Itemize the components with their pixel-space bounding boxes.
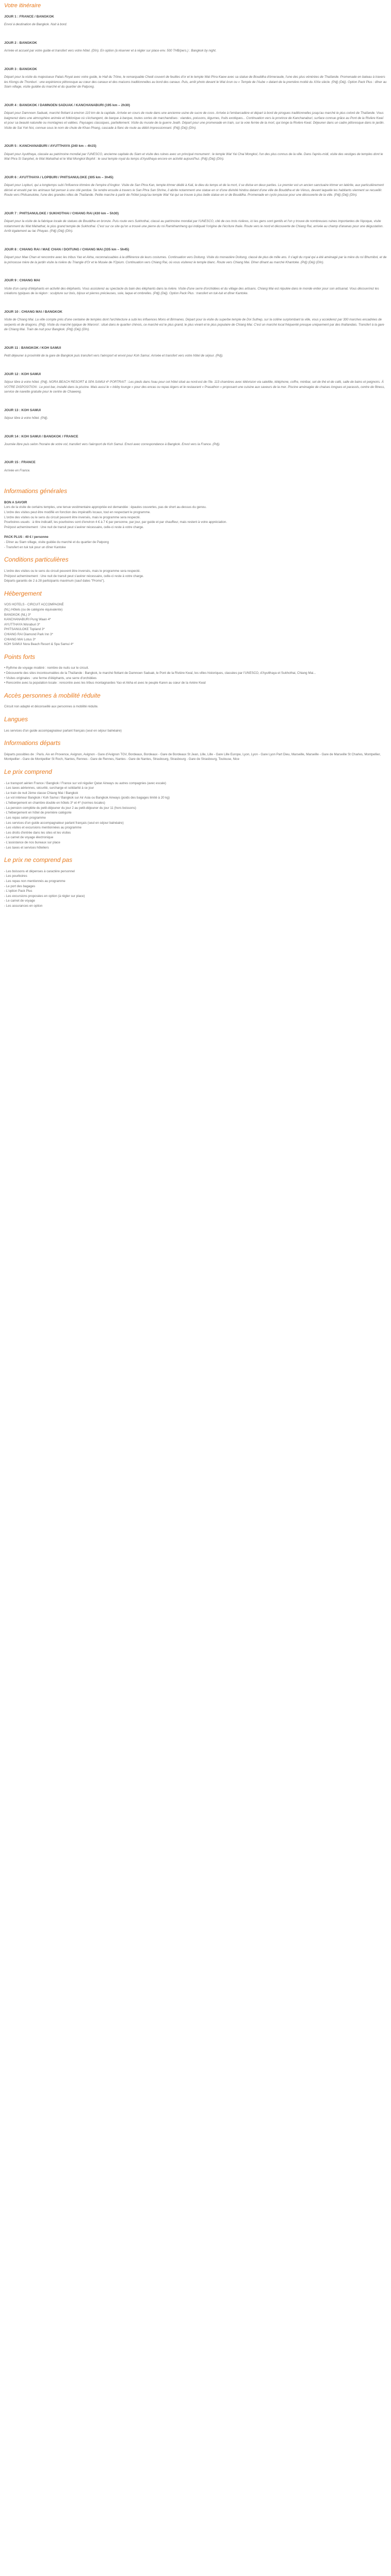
condition-line: Pré/post acheminement : Une nuit de transit peut s'avérer nécessaire, celle-ci reste à votre charge. (4, 574, 144, 578)
prix-list (4, 781, 387, 851)
prix-line: - L'assistance de nos bureaux sur place (4, 840, 60, 844)
day-text: Départ pour Damnoen Saduak, marché flottant à environ 110 km de la capitale. Arrivée en cours de route dans une ancienne usine de sucre de coco. Arrivée à l'embarcadère et départ à bord de pirogues traditionnelles jusqu'au marché le plus coloré de Thaïlande. Vous baignerez dans une atmosphère animée et folklorique où s'échangent, de barque à barque, toutes sortes de marchandises : viandes, poissons, légumes, fruits exotiques... Continuation vers la province de Kanchanaburi, surface connue grâce au Pont de la Rivière Kwaï et pour sa beauté naturelle ou montagnes et vallées. Paysages classiques, partiellement. Visite du musée de la guerre Jeath. Départ pour une promenade en train, sur la voie ferrée de la mort, qui longe la Rivière Kwaï. Déjeuner dans un cadre pittoresque dans le jardin. Visite de Sai Yok Noi, connue sous le nom de chute de Khao Phang, cascade à flanc de route au débit impressionnant. (Pdj) (Déj) (Dîn). (4, 111, 385, 130)
hotel-line: CHIANG RAI Diamond Park Inn 3* (4, 632, 53, 636)
depart-line: Départs possibles de : Paris. Aix en Provence, Avignon, Avignon - Gare d'Avignon TGV, Bordeaux, Bordeaux - Gare de Bordeaux St Jean, Lille, Lille - Gare Lille Europe, Lyon, Lyon - Gare Lyon Part Dieu, Marseille, Marseille - Gare de Marseille St Charles, Montpellier, Montpellier - Gare de Montpellier St Roch, Nantes, Rennes - Gare de Rennes, Nantes - Gare de Nantes, Strasbourg, Strasbourg - Gare de Strasbourg, Toulouse, Nice (4, 752, 381, 761)
day-text: Départ pour Mae Chan et rencontre avec les tribus Yao et Akha, reconnaissables à la différence de leurs costumes. Continuation vers Doitung. Visite du monastère Doitung, classé de plus de mille ans. Il s'agit du royal qui a été aménagé par la mère du roi Bhumibol, et de la princesse mère de la jardin visite la rivière du Triangle d'Or et le Musée de l'Opium. Continuation vers Chiang Rai, où vous visiterez le temple blanc. Route vers Chiang Mai. Dîner dînant au marché Khantoke. (Pdj) (Déj) (Dîn). (4, 256, 387, 264)
day-text: Départ pour Lopburi, qui a longtemps subi l'influence khmère de l'empire d'Angkor. Visite de San Phra Kan, temple khmer dédié à Kali, le dieu du temps et de la mort, il se divise en deux parties. Le premier est un ancien sanctuaire khmer en latérite, aux particulièrement dérivé et envahi par les animaux fait penser à une cité perdue. Se rendre ensuite à travers le San Phra San Shrine, il abrite notamment une statue en or d'une divinité hindou datant d'une ville de Bouddha et de Vénus, devant laquelle les habitants viennent se recueillir. Route vers Phitsanuloke, l'une des grandes villes de Thaïlande. Petite marche à partir de l'hôtel jusqu'au temple Wat Yai qui se trouve à plus belle statue en or de Bouddha. Promenade en cyclo pousse pour une découverte de la ville. (Pdj) (Déj) (Dîn). (4, 183, 384, 197)
prix-line: - L'hébergement en chambre double en hôtels 3* et 4* (normes locales) (4, 801, 105, 805)
pack-list (4, 540, 387, 550)
prix-line: - Le train de nuit 2ème classe Chiang Mai / Bangkok (4, 791, 78, 795)
day-text: Départ pour la visite de la fabrique locale de statues de Bouddha en bronze. Puis route vers Sukhothai, classé au patrimoine mondial par l'UNESCO, cité de ces trois rivières, ici les gens sont gentils et l'on y trouve de nombreuses ruines importantes de l'époque, visite notamment du Wat Mahathat, le plus grand temple de Sukhothai. C'est sur ce site qu'on a trouvé une pierre du roi Ramkhamheng qui indiquait l'origine de l'écriture thaïe. Route vers le nord et découverte de Chiang Rai, arrivée au champ d'ananas pour une dégustation. Arrêt également au lac Phayao. (Pdj) (Déj) (Dîn). (4, 219, 384, 233)
day-title: JOUR 6 : AYUTTHAYA / LOPBURI / PHITSANULOKE (305 km – 3h45) (4, 175, 113, 179)
condition-line: Départs garantis de 2 à 28 participants maximum (sauf dates "Promo"). (4, 579, 105, 583)
day-item (4, 175, 387, 198)
hotel-line: CHIANG MAI Lotus 3* (4, 637, 36, 641)
prix-line: - Le carnet de voyage électronique (4, 836, 54, 840)
hotel-line: (NL) Hôtels (ou de catégorie équivalente) (4, 607, 63, 612)
prix-line: - Le transport aérien France / Bangkok / France sur vol régulier Qatar Airways ou autres compagnies (avec escale) (4, 781, 166, 785)
hotel-line: KOH SAMUI Nora Beach Resort & Spa Samui 4* (4, 642, 74, 647)
conditions-list (4, 569, 387, 584)
prix-line: - Le vol intérieur Bangkok / Koh Samui / Bangkok sur Air Asia ou Bangkok Airways (poids des bagages limité à 20 kg) (4, 796, 170, 800)
day-title: JOUR 3 : BANGKOK (4, 67, 37, 71)
point-line: • Rythme de voyage modéré : nombre de nuits sur le circuit. (4, 666, 89, 670)
prix-title: Le prix comprend (4, 768, 52, 776)
prix-line: - Les repas selon programme (4, 816, 46, 820)
day-item (4, 247, 387, 265)
noncomp-list (4, 869, 387, 909)
day-item (4, 41, 387, 54)
day-text: Séjour libre à votre hôtel. (Pdj). (4, 416, 48, 420)
hotel-line: PHITSANULOKE Topland 3* (4, 628, 45, 632)
departs-title: Informations départs (4, 739, 61, 747)
day-title: JOUR 2 : BANGKOK (4, 41, 37, 45)
prix-section (4, 767, 387, 850)
bon-a-savoir-list (4, 505, 387, 530)
day-item (4, 408, 387, 421)
day-title: JOUR 14 : KOH SAMUI / BANGKOK / FRANCE (4, 434, 78, 438)
day-text: Départ pour Ayutthaya, classée au patrimoine mondial par l'UNESCO, ancienne capitale du Siam et visite des ruines avec un principal monument : le temple Wat Yai Chai Mongkol, l'un des plus connus de la ville. Dans l'après-midi, visite des vestiges de temples dont le Wat Phra Si Sanphet, le Wat Mahathat et le Wat Mongkol Bophit : le seul temple royal du temps d'Ayutthaya encore en activité aujourd'hui. (Pdj) (Déj) (Dîn). (4, 152, 383, 161)
day-text: Envol à destination de Bangkok. Nuit à bord. (4, 23, 68, 27)
hotel-line: VOS HOTELS - CIRCUIT ACCOMPAGNÉ (4, 603, 64, 607)
day-item (4, 103, 387, 131)
conditions-section (4, 555, 387, 583)
day-title: JOUR 7 : PHITSANULOKE / SUKHOTHAI / CHIANG RAI (430 km – 5h30) (4, 211, 119, 215)
noncomp-line: - Les excursions proposées en option (à régler sur place) (4, 894, 85, 898)
day-item (4, 144, 387, 161)
day-item (4, 14, 387, 27)
noncomp-line: - Les repas non mentionnés au programme (4, 879, 66, 883)
langues-list (4, 728, 387, 734)
info-line: L'ordre des visites ou le sens du circuit peuvent être inversés, mais le programme sera respecté. (4, 515, 141, 519)
prix-line: - Les taxes aériennes, sécurité, surcharge et solidarité à ce jour (4, 786, 94, 790)
point-line: • Découverte des sites incontournables de la Thaïlande : Bangkok, le marché flottant de Damnoen Saduak, le Pont de la Rivière Kwaï, les villes historiques, classées par l'UNESCO, d'Ayutthaya et Sukhothai, Chiang Mai... (4, 671, 316, 675)
noncomp-line: - Les pourboires (4, 874, 27, 878)
infos-section (4, 486, 387, 550)
day-title: JOUR 12 : KOH SAMUI (4, 372, 41, 376)
condition-line: L'ordre des visites ou le sens du circuit peuvent être inversés, mais le programme sera respecté. (4, 569, 141, 573)
noncomp-line: - Les boissons et dépenses à caractère personnel (4, 869, 75, 873)
day-text: Séjour libre à votre hôtel. (Pdj). NORA BEACH RESORT & SPA SAMUI 4* PORTRAIT : Les pieds dans l'eau pour cet hôtel situé au nord-est de l'île. 113 chambres avec télévision via satellite, téléphone, coffre, minibar, set de thé et de café, salle de bains et peignoirs. À VOTRE DISPOSITION : Le pool bar, installé dans la piscine. Mais aussi le « lobby lounge » pour des encas ou repas légers et le restaurant « Prasathon » proposant une cuisine aux saveurs de la mer. Piscine aménagée de chaises longues et parasols, centre de fitness, service de navette gratuite pour le centre de Chaweng. (4, 380, 385, 394)
noncomp-line: - Le port des bagages (4, 884, 36, 888)
points-title: Points forts (4, 653, 36, 660)
mobilite-list (4, 704, 387, 709)
prix-line: - L'hébergement en hôtel de première catégorie (4, 811, 72, 815)
day-title: JOUR 10 : CHIANG MAI / BANGKOK (4, 310, 62, 314)
mobilite-line: Circuit non adapté et déconseillé aux personnes à mobilité réduite. (4, 705, 99, 709)
pack-title: PACK PLUS : 40 € / personne (4, 535, 48, 539)
prix-line: - Les visites et excursions mentionnées au programme (4, 826, 82, 830)
day-text: Départ pour la visite du majestueux Palais Royal avec votre guide, le Hall du Trône, le remarquable Chedi couvert de feuilles d'or et le temple Wat Phra Kaew avec sa statue de Bouddha d'émeraude, l'une des plus vénérées de Thaïlande. Promenade en bateau à travers les Klongs de Thonburi : une expérience pittoresque au cœur des canaux et des maisons traditionnelles au bord des canaux. Puis, arrêt photo devant le Wat Arun ou « Temple de l'Aube » datant de la première moitié du XIXe siècle. (Pdj) (Déj). Option Pack Plus : dîner au Siam village, visite guidée du marché et du quartier de Patpong. (4, 75, 387, 89)
day-title: JOUR 9 : CHIANG MAI (4, 279, 40, 283)
noncomp-line: - L'option Pack Plus (4, 889, 32, 893)
day-title: JOUR 4 : BANGKOK / DAMNOEN SADUAK / KANCHANABURI (195 km – 2h30) (4, 103, 131, 107)
hebergement-section (4, 589, 387, 647)
bon-a-savoir-title: BON A SAVOIR (4, 500, 27, 504)
hebergement-list (4, 602, 387, 647)
points-section (4, 652, 387, 686)
infos-title: Informations générales (4, 487, 68, 495)
day-title: JOUR 11 : BANGKOK / KOH SAMUI (4, 346, 61, 350)
day-item (4, 67, 387, 90)
info-line: L'ordre des visites peut être modifié en fonction des impératifs locaux, tout en respectant le programme. (4, 511, 151, 515)
pack-line: - Transfert en tuk tuk pour un dîner Kantoke (4, 545, 66, 549)
day-item (4, 346, 387, 359)
day-item (4, 310, 387, 332)
page-title: Votre itinéraire (4, 3, 41, 9)
day-item (4, 434, 387, 447)
day-text: Visite de Chiang Mai. La ville compte près d'une centaine de temples dont l'architecture a subi les influences Mons et Birmanes. Départ pour la visite du superbe temple de Doi Suthep, sur la colline surplombant la ville, vous y accéderez par 300 marches encadrées de serpents et de dragons. (Pdj). Visite du marché typique de Warorot : situé dans le quartier chinois, ce marché est le plus grand, le plus vivant et le plus populaire de Chiang Mai. C'est un marché local fréquenté presque uniquement par des thaïlandais. Transfert à la gare de Chiang Mai. Train de nuit pour Bangkok. (Pdj) (Déj) (Dîn). (4, 318, 384, 332)
departs-list (4, 752, 387, 762)
prix-line: - Les droits d'entrée dans les sites et les visites (4, 831, 71, 835)
day-title: JOUR 1 : FRANCE / BANGKOK (4, 15, 54, 19)
day-text: Arrivée en France. (4, 468, 30, 472)
mobilite-title: Accès personnes à mobilité réduite (4, 691, 101, 699)
hotel-line: BANGKOK (NL) 3* (4, 613, 31, 617)
day-text: Arrivée et accueil par votre guide et transfert vers votre hôtel. (Dîn). En option (à réserver et à régler sur place env. 500 THB/pers.) : Bangkok by night. (4, 49, 217, 53)
noncomp-line: - Le carnet de voyage (4, 899, 35, 903)
prix-line: - La pension complète du petit-déjeuner du jour 2 au petit-déjeuner du jour 11 (hors boissons) (4, 806, 136, 810)
noncomp-title: Le prix ne comprend pas (4, 856, 73, 864)
hotel-line: KANCHANABURI Pung Waan 4* (4, 618, 51, 622)
day-item (4, 372, 387, 395)
day-title: JOUR 15 : FRANCE (4, 461, 36, 465)
conditions-title: Conditions particulières (4, 556, 69, 564)
mobilite-section (4, 691, 387, 709)
prix-line: - Les services d'un guide accompagnateur parlant français (seul en séjour balnéaire) (4, 821, 124, 825)
info-line: Pourboires usuels : à titre indicatif, les pourboires sont d'environ 4 € à 7 € par personne, par jour, par guide et par chauffeur, mais restent à votre appréciation. (4, 520, 227, 524)
hebergement-title: Hébergement (4, 589, 42, 597)
noncomp-section (4, 855, 387, 908)
langues-section (4, 715, 387, 733)
info-line: Lors de la visite de certains temples, une tenue vestimentaire appropriée est demandée : épaules couvertes, pas de short au-dessus du genou. (4, 505, 207, 510)
day-item (4, 278, 387, 296)
noncomp-line: - Les assurances en option (4, 904, 43, 908)
point-line: • Visites originales : une ferme d'éléphants, une serre d'orchidées (4, 676, 97, 680)
day-title: JOUR 8 : CHIANG RAI / MAE CHAN / DOITUNG / CHIANG MAI (335 km – 5h45) (4, 247, 129, 251)
prix-line: - Les taxes et services hôteliers (4, 845, 49, 850)
point-line: • Rencontre avec la population locale : rencontre avec les tribus montagnardes Yao et Akha et avec le peuple Karen au cœur de la rivière Kwaï (4, 681, 206, 685)
pack-line: - Dîner au Siam village, visite guidée du marché et du quartier de Patpong (4, 540, 109, 545)
day-text: Visite d'un camp d'éléphants en activité des éléphants. Vous assisterez au spectacle du bain des éléphants dans la rivière. Visite d'une serre d'orchidées et du village des artisans. Chiang Mai est réputée dans le monde entier pour son artisanat. Vous découvrirez les créations typiques de la région : sculpture sur bois, bijoux et pierres précieuses, soie, laque et ombrelles. (Pdj) (Déj). Option Pack Plus : transfert en tuk-tuk et dîner Kantoke. (4, 286, 379, 296)
points-list (4, 666, 387, 685)
info-line: Pré/post acheminement : Une nuit de transit peut s'avérer nécessaire, celle-ci reste à votre charge. (4, 525, 144, 529)
day-text: Petit déjeuner à proximité de la gare de Bangkok puis transfert vers l'aéroport et envol pour Koh Samui. Arrivée et transfert vers votre hôtel de séjour. (Pdj). (4, 354, 223, 358)
day-item (4, 460, 387, 473)
departs-section (4, 738, 387, 762)
hotel-line: AYUTTHAYA Woraburi 3* (4, 622, 40, 626)
itinerary-list (4, 14, 387, 473)
day-title: JOUR 13 : KOH SAMUI (4, 408, 41, 412)
day-text: Journée libre puis selon l'horaire de votre vol, transfert vers l'aéroport de Koh Samui. Envol avec correspondance à Bangkok. Envol vers la France. (Pdj). (4, 442, 220, 446)
day-title: JOUR 5 : KANCHANABURI / AYUTTHAYA (240 km – 4h15) (4, 144, 96, 148)
langues-title: Langues (4, 716, 28, 723)
day-item (4, 211, 387, 234)
langue-line: Les services d'un guide accompagnateur parlant français (seul en séjour balnéaire) (4, 728, 122, 733)
